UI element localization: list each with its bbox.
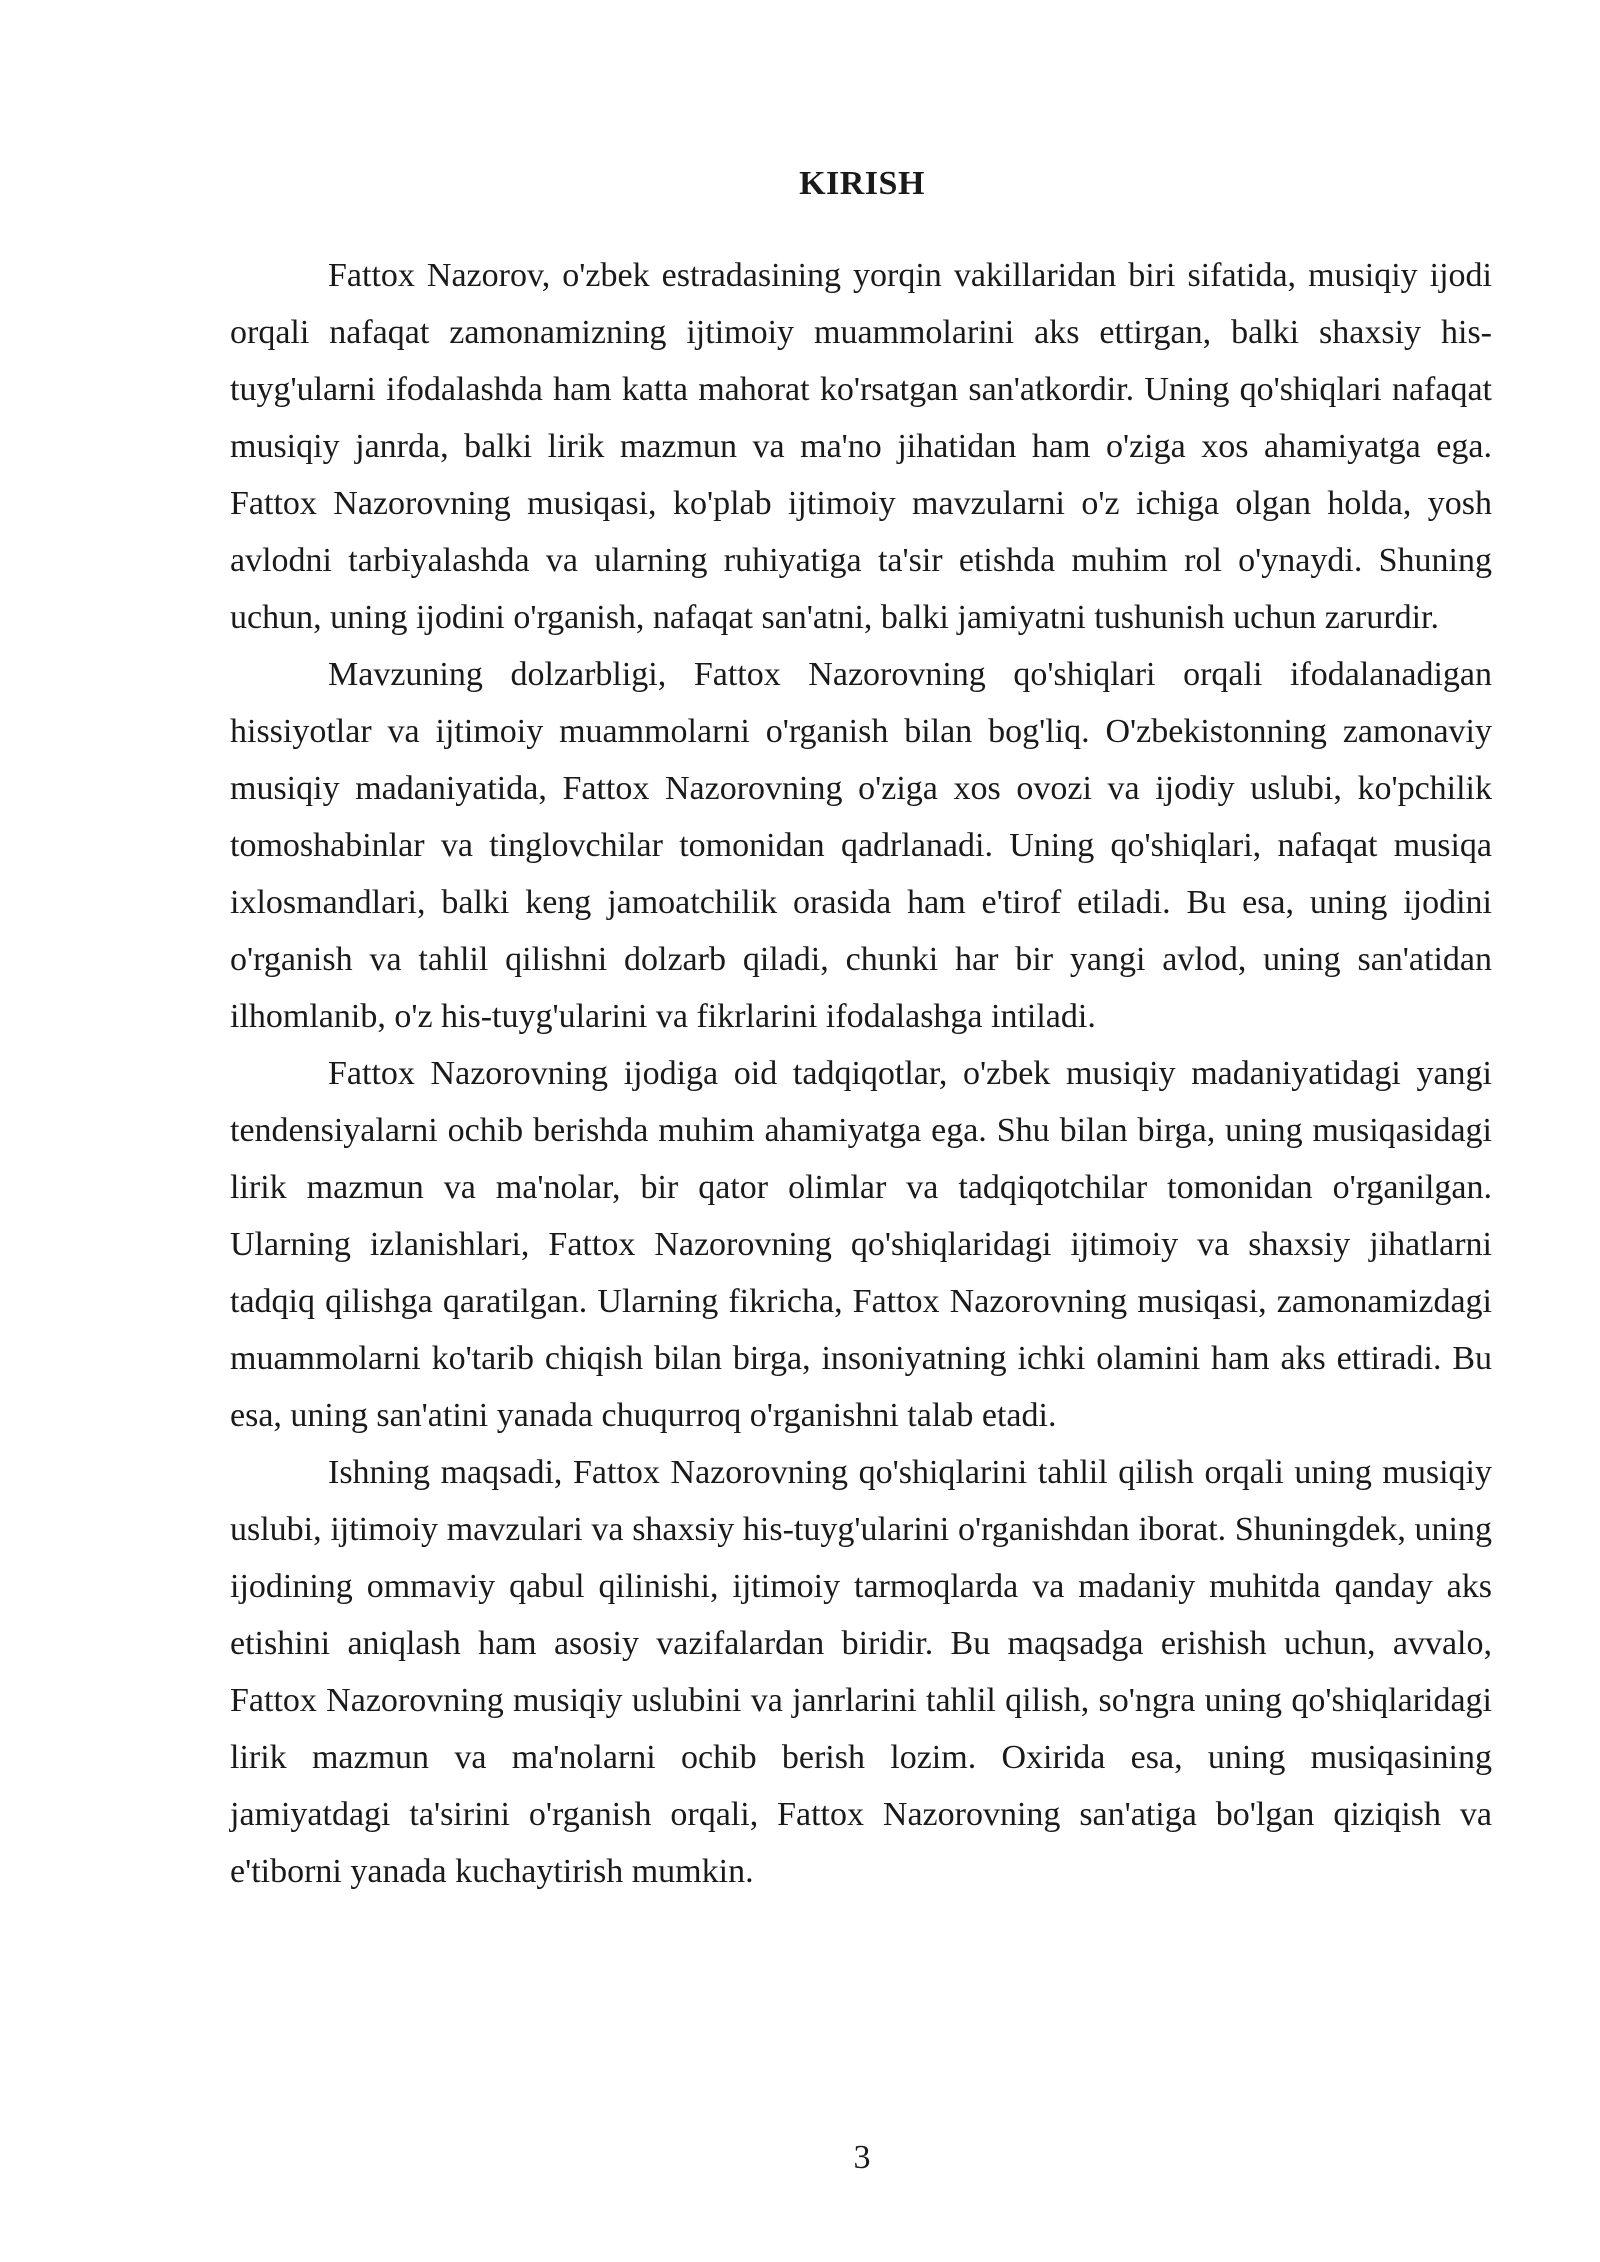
paragraph-relevance: Mavzuning dolzarbligi, Fattox Nazorovning qo'shiqlari orqali ifodalanadigan hissiyotlar va ijtimoiy muammolarni o'rganish bilan bog'liq. O'zbekistonning zamonaviy musiqiy madaniyatida, Fattox Nazorovning o'ziga xos ovozi va ijodiy uslubi, ko'pchilik tomoshabinlar va tinglovchilar tomonidan qadrlanadi. Uning qo'shiqlari, nafaqat musiqa ixlosmandlari, balki keng jamoatchilik orasida ham e'tirof etiladi. Bu esa, uning ijodini o'rganish va tahlil qilishni dolzarb qiladi, chunki har bir yangi avlod, uning san'atidan ilhomlanib, o'z his-tuyg'ularini va fikrlarini ifodalashga intiladi. [230,656,1492,1035]
paragraph-research: Fattox Nazorovning ijodiga oid tadqiqotlar, o'zbek musiqiy madaniyatidagi yangi tendensiyalarni ochib berishda muhim ahamiyatga ega. Shu bilan birga, uning musiqasidagi lirik mazmun va ma'nolar, bir qator olimlar va tadqiqotchilar tomonidan o'rganilgan. Ularning izlanishlari, Fattox Nazorovning qo'shiqlaridagi ijtimoiy va shaxsiy jihatlarni tadqiq qilishga qaratilgan. Ularning fikricha, Fattox Nazorovning musiqasi, zamonamizdagi muammolarni ko'tarib chiqish bilan birga, insoniyatning ichki olamini ham aks ettiradi. Bu esa, uning san'atini yanada chuqurroq o'rganishni talab etadi. [230,1055,1492,1434]
page-number: 3 [853,2139,871,2176]
paragraph-goal: Ishning maqsadi, Fattox Nazorovning qo'shiqlarini tahlil qilish orqali uning musiqiy uslubi, ijtimoiy mavzulari va shaxsiy his-tuyg'ularini o'rganishdan iborat. Shuningdek, uning ijodining ommaviy qabul qilinishi, ijtimoiy tarmoqlarda va madaniy muhitda qanday aks etishini aniqlash ham asosiy vazifalardan biridir. Bu maqsadga erishish uchun, avvalo, Fattox Nazorovning musiqiy uslubini va janrlarini tahlil qilish, so'ngra uning qo'shiqlaridagi lirik mazmun va ma'nolarni ochib berish lozim. Oxirida esa, uning musiqasining jamiyatdagi ta'sirini o'rganish orqali, Fattox Nazorovning san'atiga bo'lgan qiziqish va e'tiborni yanada kuchaytirish mumkin. [230,1454,1492,1890]
body-text [230,247,1492,1900]
section-title: KIRISH [799,165,925,202]
paragraph-intro: Fattox Nazorov, o'zbek estradasining yorqin vakillaridan biri sifatida, musiqiy ijodi orqali nafaqat zamonamizning ijtimoiy muammolarini aks ettirgan, balki shaxsiy his-tuyg'ularni ifodalashda ham katta mahorat ko'rsatgan san'atkordir. Uning qo'shiqlari nafaqat musiqiy janrda, balki lirik mazmun va ma'no jihatidan ham o'ziga xos ahamiyatga ega. Fattox Nazorovning musiqasi, ko'plab ijtimoiy mavzularni o'z ichiga olgan holda, yosh avlodni tarbiyalashda va ularning ruhiyatiga ta'sir etishda muhim rol o'ynaydi. Shuning uchun, uning ijodini o'rganish, nafaqat san'atni, balki jamiyatni tushunish uchun zarurdir. [230,257,1492,636]
